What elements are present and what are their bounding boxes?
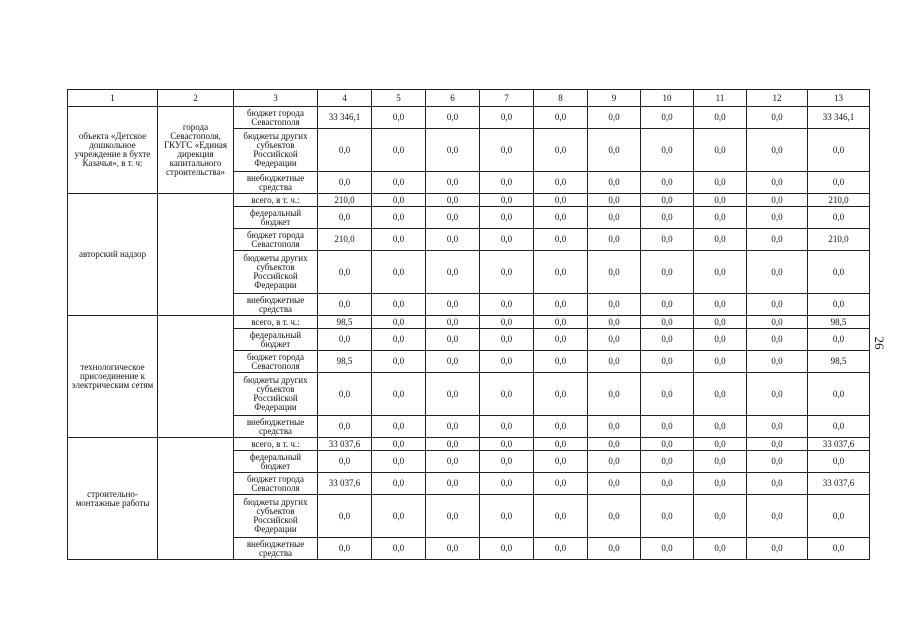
value-cell: 0,0 <box>480 172 534 194</box>
value-cell: 0,0 <box>747 416 808 438</box>
value-cell: 0,0 <box>534 229 588 251</box>
section-executor <box>158 438 234 560</box>
table-row <box>68 438 870 451</box>
table-row <box>68 316 870 329</box>
value-cell: 0,0 <box>426 294 480 316</box>
funding-source: всего, в т. ч.: <box>234 438 318 451</box>
value-cell: 0,0 <box>808 373 870 416</box>
value-cell: 0,0 <box>641 373 694 416</box>
value-cell: 0,0 <box>372 351 426 373</box>
value-cell: 0,0 <box>808 329 870 351</box>
value-cell: 0,0 <box>318 451 372 473</box>
value-cell: 0,0 <box>808 538 870 560</box>
value-cell: 0,0 <box>641 416 694 438</box>
value-cell: 0,0 <box>480 194 534 207</box>
value-cell: 0,0 <box>588 373 641 416</box>
header-cell: 3 <box>234 90 318 107</box>
funding-source: внебюджетные средства <box>234 538 318 560</box>
value-cell: 0,0 <box>372 451 426 473</box>
value-cell: 0,0 <box>372 107 426 129</box>
value-cell: 0,0 <box>588 194 641 207</box>
value-cell: 0,0 <box>747 294 808 316</box>
value-cell: 0,0 <box>588 329 641 351</box>
value-cell: 0,0 <box>641 538 694 560</box>
funding-source: внебюджетные средства <box>234 294 318 316</box>
value-cell: 0,0 <box>588 129 641 172</box>
value-cell: 0,0 <box>372 207 426 229</box>
value-cell: 0,0 <box>694 495 747 538</box>
value-cell: 33 037,6 <box>808 473 870 495</box>
value-cell: 0,0 <box>426 473 480 495</box>
value-cell: 0,0 <box>694 294 747 316</box>
value-cell: 0,0 <box>480 294 534 316</box>
header-cell: 8 <box>534 90 588 107</box>
value-cell: 0,0 <box>318 538 372 560</box>
funding-source: бюджеты других субъектов Российской Федерации <box>234 129 318 172</box>
funding-source: бюджет города Севастополя <box>234 229 318 251</box>
value-cell: 0,0 <box>641 495 694 538</box>
value-cell: 0,0 <box>747 495 808 538</box>
header-cell: 7 <box>480 90 534 107</box>
value-cell: 210,0 <box>318 194 372 207</box>
value-cell: 0,0 <box>480 538 534 560</box>
funding-source: бюджеты других субъектов Российской Федерации <box>234 373 318 416</box>
table-row <box>68 194 870 207</box>
value-cell: 0,0 <box>534 316 588 329</box>
funding-source: бюджеты других субъектов Российской Федерации <box>234 251 318 294</box>
value-cell: 0,0 <box>318 294 372 316</box>
value-cell: 0,0 <box>588 416 641 438</box>
header-cell: 4 <box>318 90 372 107</box>
value-cell: 0,0 <box>372 473 426 495</box>
value-cell: 0,0 <box>426 316 480 329</box>
value-cell: 0,0 <box>588 316 641 329</box>
value-cell: 0,0 <box>426 107 480 129</box>
header-cell: 5 <box>372 90 426 107</box>
value-cell: 0,0 <box>694 538 747 560</box>
header-row <box>68 90 870 107</box>
value-cell: 33 346,1 <box>318 107 372 129</box>
value-cell: 0,0 <box>808 129 870 172</box>
value-cell: 0,0 <box>808 416 870 438</box>
section-executor <box>158 316 234 438</box>
value-cell: 0,0 <box>808 451 870 473</box>
value-cell: 0,0 <box>318 129 372 172</box>
value-cell: 0,0 <box>747 316 808 329</box>
value-cell: 0,0 <box>480 416 534 438</box>
value-cell: 0,0 <box>641 172 694 194</box>
value-cell: 0,0 <box>480 438 534 451</box>
value-cell: 0,0 <box>588 473 641 495</box>
value-cell: 0,0 <box>318 329 372 351</box>
value-cell: 0,0 <box>694 373 747 416</box>
value-cell: 0,0 <box>641 351 694 373</box>
value-cell: 0,0 <box>641 194 694 207</box>
value-cell: 0,0 <box>747 538 808 560</box>
value-cell: 33 037,6 <box>318 438 372 451</box>
value-cell: 0,0 <box>480 207 534 229</box>
value-cell: 0,0 <box>480 373 534 416</box>
value-cell: 0,0 <box>747 251 808 294</box>
value-cell: 0,0 <box>694 451 747 473</box>
value-cell: 98,5 <box>808 351 870 373</box>
value-cell: 0,0 <box>588 495 641 538</box>
value-cell: 0,0 <box>808 172 870 194</box>
funding-source: федеральный бюджет <box>234 329 318 351</box>
value-cell: 0,0 <box>534 351 588 373</box>
value-cell: 0,0 <box>534 251 588 294</box>
header-cell: 13 <box>808 90 870 107</box>
value-cell: 0,0 <box>588 438 641 451</box>
value-cell: 0,0 <box>641 207 694 229</box>
value-cell: 0,0 <box>694 172 747 194</box>
value-cell: 0,0 <box>534 538 588 560</box>
value-cell: 98,5 <box>318 351 372 373</box>
funding-source: федеральный бюджет <box>234 451 318 473</box>
value-cell: 0,0 <box>426 351 480 373</box>
value-cell: 0,0 <box>480 495 534 538</box>
value-cell: 0,0 <box>747 194 808 207</box>
value-cell: 0,0 <box>694 316 747 329</box>
section-name: технологическое присоединение к электрическим сетям <box>68 316 158 438</box>
value-cell: 0,0 <box>426 129 480 172</box>
header-cell: 9 <box>588 90 641 107</box>
value-cell: 0,0 <box>747 473 808 495</box>
value-cell: 0,0 <box>747 229 808 251</box>
value-cell: 0,0 <box>588 351 641 373</box>
value-cell: 0,0 <box>641 251 694 294</box>
value-cell: 0,0 <box>588 207 641 229</box>
value-cell: 0,0 <box>694 107 747 129</box>
value-cell: 0,0 <box>372 373 426 416</box>
value-cell: 0,0 <box>534 207 588 229</box>
value-cell: 0,0 <box>372 438 426 451</box>
funding-source: бюджеты других субъектов Российской Федерации <box>234 495 318 538</box>
value-cell: 0,0 <box>426 373 480 416</box>
value-cell: 0,0 <box>747 351 808 373</box>
value-cell: 0,0 <box>480 316 534 329</box>
table-row <box>68 107 870 129</box>
value-cell: 0,0 <box>747 107 808 129</box>
value-cell: 33 037,6 <box>808 438 870 451</box>
value-cell: 210,0 <box>318 229 372 251</box>
value-cell: 0,0 <box>534 438 588 451</box>
header-cell: 10 <box>641 90 694 107</box>
value-cell: 0,0 <box>534 473 588 495</box>
budget-table <box>67 89 870 560</box>
value-cell: 0,0 <box>694 329 747 351</box>
value-cell: 0,0 <box>588 294 641 316</box>
value-cell: 0,0 <box>747 329 808 351</box>
value-cell: 0,0 <box>694 129 747 172</box>
value-cell: 0,0 <box>480 451 534 473</box>
value-cell: 0,0 <box>747 451 808 473</box>
value-cell: 0,0 <box>318 251 372 294</box>
value-cell: 0,0 <box>588 229 641 251</box>
value-cell: 0,0 <box>372 538 426 560</box>
header-cell: 1 <box>68 90 158 107</box>
value-cell: 0,0 <box>694 251 747 294</box>
value-cell: 0,0 <box>694 229 747 251</box>
value-cell: 0,0 <box>534 107 588 129</box>
header-cell: 2 <box>158 90 234 107</box>
value-cell: 0,0 <box>426 495 480 538</box>
value-cell: 0,0 <box>318 373 372 416</box>
value-cell: 0,0 <box>694 207 747 229</box>
value-cell: 0,0 <box>534 129 588 172</box>
value-cell: 0,0 <box>588 451 641 473</box>
value-cell: 0,0 <box>694 438 747 451</box>
section-name: строительно-монтажные работы <box>68 438 158 560</box>
value-cell: 0,0 <box>641 229 694 251</box>
value-cell: 0,0 <box>372 172 426 194</box>
value-cell: 0,0 <box>426 329 480 351</box>
value-cell: 0,0 <box>372 329 426 351</box>
value-cell: 0,0 <box>426 207 480 229</box>
value-cell: 0,0 <box>372 495 426 538</box>
value-cell: 0,0 <box>694 473 747 495</box>
value-cell: 0,0 <box>641 316 694 329</box>
value-cell: 0,0 <box>534 294 588 316</box>
section-name: авторский надзор <box>68 194 158 316</box>
value-cell: 33 037,6 <box>318 473 372 495</box>
value-cell: 0,0 <box>426 251 480 294</box>
value-cell: 210,0 <box>808 194 870 207</box>
header-cell: 11 <box>694 90 747 107</box>
value-cell: 210,0 <box>808 229 870 251</box>
value-cell: 0,0 <box>641 329 694 351</box>
value-cell: 0,0 <box>372 194 426 207</box>
value-cell: 0,0 <box>588 251 641 294</box>
value-cell: 0,0 <box>480 473 534 495</box>
funding-source: бюджет города Севастополя <box>234 351 318 373</box>
value-cell: 0,0 <box>372 251 426 294</box>
value-cell: 0,0 <box>747 129 808 172</box>
funding-source: внебюджетные средства <box>234 172 318 194</box>
value-cell: 0,0 <box>747 438 808 451</box>
value-cell: 0,0 <box>534 373 588 416</box>
value-cell: 0,0 <box>318 495 372 538</box>
value-cell: 0,0 <box>808 251 870 294</box>
value-cell: 0,0 <box>808 207 870 229</box>
header-cell: 6 <box>426 90 480 107</box>
value-cell: 0,0 <box>641 451 694 473</box>
value-cell: 0,0 <box>588 107 641 129</box>
value-cell: 0,0 <box>372 316 426 329</box>
value-cell: 0,0 <box>694 416 747 438</box>
value-cell: 0,0 <box>534 451 588 473</box>
value-cell: 0,0 <box>747 207 808 229</box>
value-cell: 0,0 <box>808 495 870 538</box>
value-cell: 0,0 <box>641 294 694 316</box>
value-cell: 0,0 <box>318 207 372 229</box>
value-cell: 0,0 <box>480 351 534 373</box>
value-cell: 0,0 <box>588 538 641 560</box>
value-cell: 0,0 <box>480 107 534 129</box>
value-cell: 0,0 <box>426 194 480 207</box>
value-cell: 0,0 <box>318 416 372 438</box>
value-cell: 0,0 <box>426 451 480 473</box>
header-cell: 12 <box>747 90 808 107</box>
value-cell: 0,0 <box>426 172 480 194</box>
value-cell: 0,0 <box>426 438 480 451</box>
value-cell: 0,0 <box>808 294 870 316</box>
value-cell: 0,0 <box>694 351 747 373</box>
section-name: объекта «Детское дошкольное учреждение в бухте Казачья», в т. ч: <box>68 107 158 194</box>
value-cell: 0,0 <box>641 107 694 129</box>
value-cell: 0,0 <box>480 329 534 351</box>
value-cell: 0,0 <box>641 129 694 172</box>
value-cell: 98,5 <box>318 316 372 329</box>
funding-source: внебюджетные средства <box>234 416 318 438</box>
value-cell: 0,0 <box>372 416 426 438</box>
value-cell: 0,0 <box>641 438 694 451</box>
funding-source: бюджет города Севастополя <box>234 107 318 129</box>
funding-source: бюджет города Севастополя <box>234 473 318 495</box>
value-cell: 0,0 <box>318 172 372 194</box>
value-cell: 0,0 <box>480 129 534 172</box>
value-cell: 0,0 <box>534 495 588 538</box>
value-cell: 0,0 <box>534 194 588 207</box>
section-executor <box>158 194 234 316</box>
section-executor: города Севастополя, ГКУГС «Единая дирекция капитального строительства» <box>158 107 234 194</box>
value-cell: 0,0 <box>641 473 694 495</box>
value-cell: 0,0 <box>372 294 426 316</box>
value-cell: 33 346,1 <box>808 107 870 129</box>
value-cell: 0,0 <box>372 229 426 251</box>
value-cell: 0,0 <box>534 172 588 194</box>
funding-source: всего, в т. ч.: <box>234 194 318 207</box>
value-cell: 0,0 <box>426 538 480 560</box>
funding-source: всего, в т. ч.: <box>234 316 318 329</box>
value-cell: 0,0 <box>426 229 480 251</box>
value-cell: 0,0 <box>534 329 588 351</box>
value-cell: 98,5 <box>808 316 870 329</box>
value-cell: 0,0 <box>480 251 534 294</box>
page-number: 26 <box>872 336 887 350</box>
value-cell: 0,0 <box>480 229 534 251</box>
value-cell: 0,0 <box>372 129 426 172</box>
value-cell: 0,0 <box>588 172 641 194</box>
value-cell: 0,0 <box>747 172 808 194</box>
value-cell: 0,0 <box>747 373 808 416</box>
value-cell: 0,0 <box>694 194 747 207</box>
value-cell: 0,0 <box>426 416 480 438</box>
funding-source: федеральный бюджет <box>234 207 318 229</box>
value-cell: 0,0 <box>534 416 588 438</box>
